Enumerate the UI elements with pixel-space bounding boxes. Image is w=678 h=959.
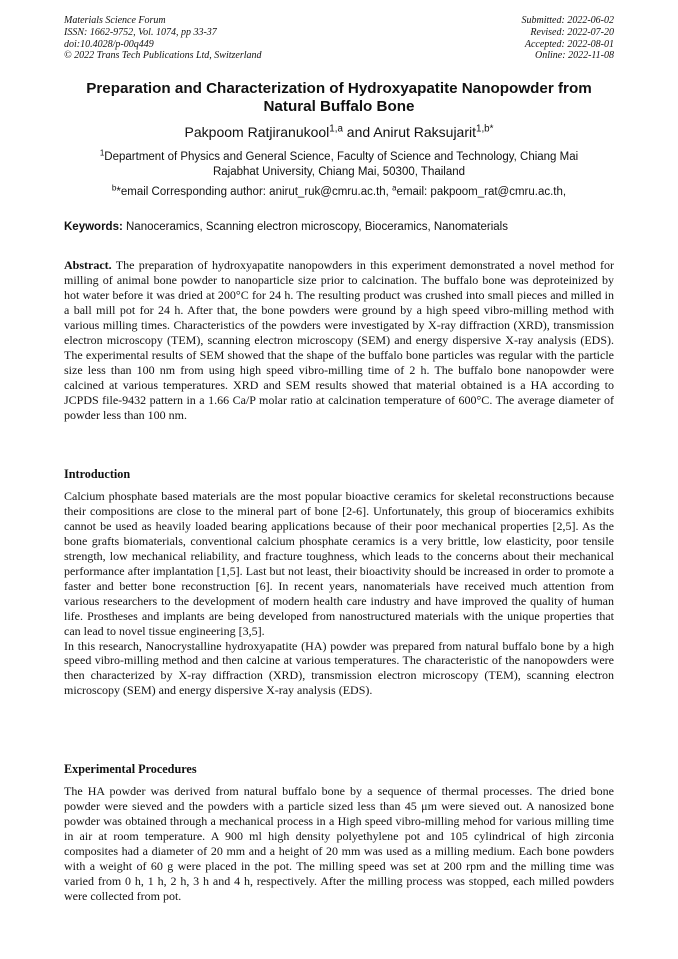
- email-a-mark: a: [392, 183, 397, 193]
- experimental-paragraph-1: The HA powder was derived from natural buffalo bone by a sequence of thermal processes. The dried bone powder were sieved and the powders with a particle sized less than 45 μm were sieved out. A nanosized bone powder was obtained through a mechanical process in a High speed vibro-milling mehod for various milling time in air at room temperature. A 900 ml high density polyethylene pot and 105 cylindrical of high zirconia composites had a diameter of 20 mm and a height of 20 mm was used as a milling medium. Each bone powders with a weight of 60 g were placed in the pot. The milling speed was set at 200 rpm and the milling time was varied from 0 h, 1 h, 2 h, 3 h and 4 h, respectively. After the milling process was stopped, each milled powders were collected from pot.: [64, 784, 614, 903]
- author-2: Anirut Raksujarit: [373, 124, 476, 140]
- revised-date: Revised: 2022-07-20: [530, 26, 614, 38]
- journal-name: Materials Science Forum: [64, 15, 166, 26]
- paper-title: [64, 80, 614, 116]
- introduction-section: [64, 489, 614, 698]
- affiliation: [64, 150, 614, 179]
- accepted-date: Accepted: 2022-08-01: [524, 38, 614, 50]
- online-date: Online: 2022-11-08: [535, 50, 614, 62]
- email-corresponding: *email Corresponding author: anirut_ruk@cmru.ac.th,: [116, 186, 393, 198]
- affiliation-mark: 1: [99, 148, 105, 158]
- doi: doi:10.4028/p-00q449: [64, 38, 154, 50]
- email-b-mark: b: [111, 183, 117, 193]
- experimental-heading: Experimental Procedures: [64, 762, 197, 776]
- introduction-paragraph-2: In this research, Nanocrystalline hydroxyapatite (HA) powder was prepared from natural buffalo bone by a high speed vibro-milling method and then calcine at various temperatures. The characteristic of the nanopowders were then characterized by X-ray diffraction (XRD), transmission electron microscopy (TEM), scanning electron microscopy (SEM) and energy dispersive X-ray analysis (EDS).: [64, 638, 614, 698]
- experimental-section: [64, 784, 614, 904]
- author-1-affil: 1,a: [329, 123, 343, 135]
- author-1: Pakpoom Ratjiranukool: [184, 124, 330, 140]
- title-line-2: Natural Buffalo Bone: [263, 98, 415, 115]
- email-line: [64, 185, 614, 199]
- affiliation-line-1: Department of Physics and General Science, Faculty of Science and Technology, Chiang Mai: [104, 151, 579, 163]
- title-line-1: Preparation and Characterization of Hydroxyapatite Nanopowder from: [86, 80, 592, 97]
- keywords: [64, 220, 614, 234]
- journal-info: [64, 15, 262, 62]
- author-2-affil: 1,b*: [476, 123, 494, 135]
- keywords-label: Keywords:: [64, 221, 123, 233]
- abstract: [64, 258, 614, 422]
- publication-dates: [522, 15, 615, 62]
- copyright: © 2022 Trans Tech Publications Ltd, Switzerland: [64, 50, 262, 62]
- abstract-text: The preparation of hydroxyapatite nanopowders in this experiment demonstrated a novel method for milling of animal bone powder to nanoparticle size prior to calcination. The buffalo bone was deproteinized by hot water before it was dried at 200°C for 24 h. The resulting product was crushed into small pieces and milled in a ball mill pot for 24 h. After that, the bone powders were ground by a high speed vibro-milling method with various milling times. Characteristics of the powders were investigated by X-ray diffraction (XRD), transmission electron microscopy (TEM), scanning electron microscopy (SEM) and energy dispersive X-ray analysis (EDS). The experimental results of SEM showed that the shape of the buffalo bone particles was regular with the particle size less than 100 nm from using high speed vibro-milling time of 2 h. The buffalo bone nanopowder were calcined at various temperatures. XRD and SEM results showed that material obtained is a HA according to JCPDS file-9432 pattern in a 1.66 Ca/P molar ratio at calcination temperature of 600°C. The average diameter of powder less than 100 nm.: [64, 258, 614, 422]
- introduction-paragraph-1: Calcium phosphate based materials are the most popular bioactive ceramics for skeletal reconstructions because their compositions are close to the mineral part of bone [2-6]. Unfortunately, this group of bioceramics exhibits cannot be used as heavily loaded bearing applications because of their poor mechanical properties [2,5]. As the bone grafts biomaterials, conventional calcium phosphate ceramics is a very brittle, low elasticity, poor tensile strength, low mechanical reliability, and fracture toughness, which leads to the concerns about their mechanical performance after implantation [1,5]. Last but not least, their bioactivity should be increased in order to promote a faster and better bone reconstruction [6]. In recent years, nanomaterials have received much attention from various researchers to the development of modern health care industry and have improved the quality of human life. Prostheses and implants are being developed from nanostructured materials with the unique properties that can lead to novel tissue engineering [3,5].: [64, 489, 614, 638]
- author-list: [64, 124, 614, 141]
- keywords-text: Nanoceramics, Scanning electron microscopy, Bioceramics, Nanomaterials: [122, 221, 508, 233]
- affiliation-line-2: Rajabhat University, Chiang Mai, 50300, Thailand: [212, 165, 466, 178]
- author-conj: and: [342, 124, 374, 140]
- issn: ISSN: 1662-9752, Vol. 1074, pp 33-37: [64, 26, 217, 38]
- email-author-a: email: pakpoom_rat@cmru.ac.th,: [396, 186, 567, 198]
- submitted-date: Submitted: 2022-06-02: [521, 15, 614, 26]
- introduction-heading: Introduction: [64, 467, 131, 481]
- abstract-label: Abstract.: [64, 258, 112, 272]
